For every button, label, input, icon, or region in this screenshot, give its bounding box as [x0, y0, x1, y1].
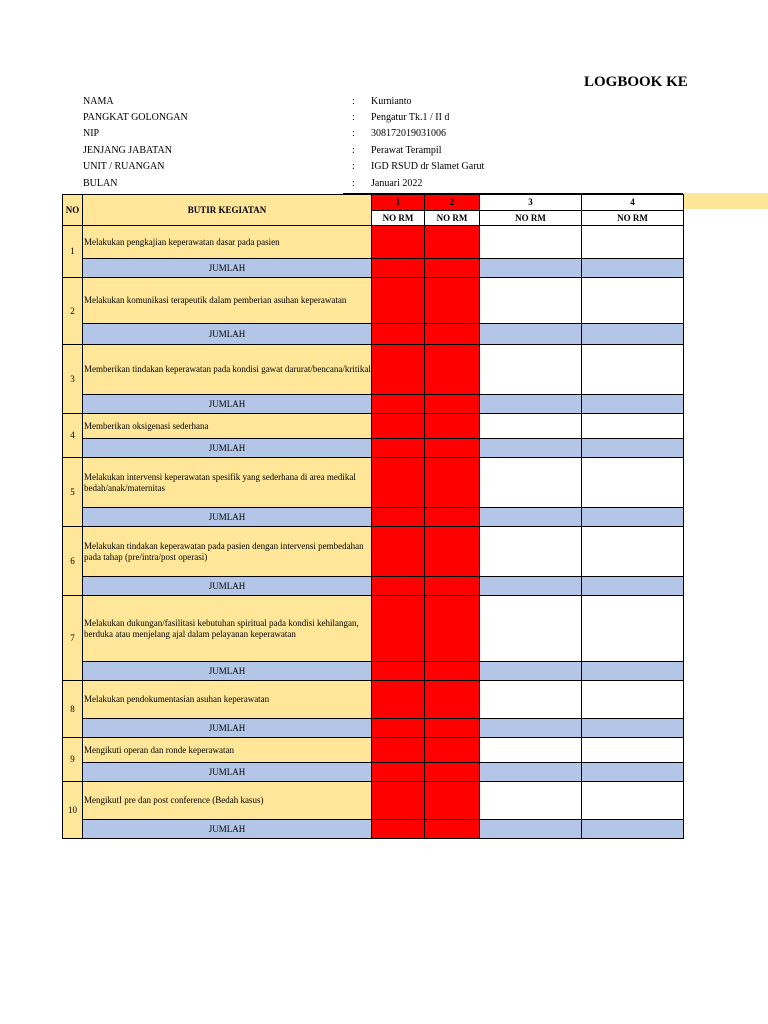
- activity-cell: Melakukan tindakan keperawatan pada pasien dengan intervensi pembedahan pada tahap (pre/intra/post operasi): [83, 527, 372, 577]
- info-value: Perawat Terampil: [371, 145, 442, 156]
- total-row: [63, 719, 684, 738]
- norm-header-2: NO RM: [425, 211, 480, 226]
- day-cell-1[interactable]: [372, 782, 425, 820]
- row-number: 10: [63, 782, 83, 839]
- day-cell-4[interactable]: [582, 782, 684, 820]
- info-value: Januari 2022: [371, 178, 423, 189]
- day-cell-1[interactable]: [372, 278, 425, 324]
- total-cell-2[interactable]: [425, 763, 480, 782]
- total-cell-3[interactable]: [480, 763, 582, 782]
- total-cell-3[interactable]: [480, 439, 582, 458]
- activity-header: BUTIR KEGIATAN: [83, 195, 372, 226]
- day-cell-3[interactable]: [480, 782, 582, 820]
- info-value: IGD RSUD dr Slamet Garut: [371, 161, 485, 172]
- norm-header-1: NO RM: [372, 211, 425, 226]
- total-cell-1[interactable]: [372, 820, 425, 839]
- info-separator: :: [352, 96, 355, 107]
- total-label: JUMLAH: [83, 324, 372, 345]
- total-label: JUMLAH: [83, 662, 372, 681]
- day-cell-3[interactable]: [480, 527, 582, 577]
- activity-cell: Melakukan pengkajian keperawatan dasar pada pasien: [83, 226, 372, 259]
- total-cell-2[interactable]: [425, 820, 480, 839]
- total-cell-1[interactable]: [372, 324, 425, 345]
- row-number: 9: [63, 738, 83, 782]
- no-header: NO: [63, 195, 83, 226]
- info-value: 308172019031006: [371, 128, 446, 139]
- day-cell-4[interactable]: [582, 527, 684, 577]
- row-number: 7: [63, 596, 83, 681]
- table-row: [63, 458, 684, 508]
- info-value: Pengatur Tk.1 / II d: [371, 112, 450, 123]
- total-label: JUMLAH: [83, 577, 372, 596]
- day-cell-4[interactable]: [582, 596, 684, 662]
- total-label: JUMLAH: [83, 820, 372, 839]
- table-row: [63, 738, 684, 763]
- day-cell-4[interactable]: [582, 345, 684, 395]
- row-number: 3: [63, 345, 83, 414]
- total-row: [63, 662, 684, 681]
- day-cell-3[interactable]: [480, 738, 582, 763]
- total-cell-2[interactable]: [425, 719, 480, 738]
- day-cell-2[interactable]: [425, 226, 480, 259]
- table-row: [63, 278, 684, 324]
- total-cell-1[interactable]: [372, 662, 425, 681]
- activity-cell: Melakukan pendokumentasian asuhan keperawatan: [83, 681, 372, 719]
- info-separator: :: [352, 128, 355, 139]
- total-cell-4[interactable]: [582, 662, 684, 681]
- total-cell-1[interactable]: [372, 508, 425, 527]
- day-cell-4[interactable]: [582, 226, 684, 259]
- row-number: 8: [63, 681, 83, 738]
- day-cell-2[interactable]: [425, 681, 480, 719]
- total-cell-3[interactable]: [480, 508, 582, 527]
- total-cell-1[interactable]: [372, 763, 425, 782]
- day-cell-1[interactable]: [372, 596, 425, 662]
- info-value: Kurnianto: [371, 96, 412, 107]
- total-cell-1[interactable]: [372, 577, 425, 596]
- day-cell-4[interactable]: [582, 278, 684, 324]
- day-cell-2[interactable]: [425, 414, 480, 439]
- total-cell-4[interactable]: [582, 577, 684, 596]
- total-label: JUMLAH: [83, 395, 372, 414]
- total-cell-4[interactable]: [582, 439, 684, 458]
- total-label: JUMLAH: [83, 259, 372, 278]
- day-cell-1[interactable]: [372, 226, 425, 259]
- day-cell-1[interactable]: [372, 681, 425, 719]
- total-cell-4[interactable]: [582, 763, 684, 782]
- table-row: [63, 345, 684, 395]
- total-cell-2[interactable]: [425, 439, 480, 458]
- total-row: [63, 324, 684, 345]
- total-cell-4[interactable]: [582, 324, 684, 345]
- header-strip: [683, 193, 768, 209]
- total-cell-4[interactable]: [582, 395, 684, 414]
- total-row: [63, 508, 684, 527]
- total-label: JUMLAH: [83, 763, 372, 782]
- day-cell-2[interactable]: [425, 458, 480, 508]
- total-cell-4[interactable]: [582, 508, 684, 527]
- day-cell-2[interactable]: [425, 738, 480, 763]
- total-cell-3[interactable]: [480, 259, 582, 278]
- day-cell-1[interactable]: [372, 738, 425, 763]
- total-cell-2[interactable]: [425, 508, 480, 527]
- day-cell-4[interactable]: [582, 414, 684, 439]
- total-row: [63, 577, 684, 596]
- activity-cell: Melakukan komunikasi terapeutik dalam pemberian asuhan keperawatan: [83, 278, 372, 324]
- day-cell-2[interactable]: [425, 278, 480, 324]
- total-cell-1[interactable]: [372, 719, 425, 738]
- day-cell-2[interactable]: [425, 527, 480, 577]
- day-cell-3[interactable]: [480, 278, 582, 324]
- day-cell-3[interactable]: [480, 414, 582, 439]
- total-cell-1[interactable]: [372, 259, 425, 278]
- day-cell-3[interactable]: [480, 458, 582, 508]
- norm-header-3: NO RM: [480, 211, 582, 226]
- total-cell-3[interactable]: [480, 719, 582, 738]
- total-row: [63, 763, 684, 782]
- day-cell-4[interactable]: [582, 458, 684, 508]
- info-separator: :: [352, 145, 355, 156]
- total-cell-2[interactable]: [425, 259, 480, 278]
- day-cell-4[interactable]: [582, 681, 684, 719]
- table-row: [63, 782, 684, 820]
- activity-cell: Melakukan intervensi keperawatan spesifik yang sederhana di area medikal bedah/anak/maternitas: [83, 458, 372, 508]
- activity-cell: Melakukan dukungan/fasilitasi kebutuhan spiritual pada kondisi kehilangan, berduka atau menjelang ajal dalam pelayanan keperawatan: [83, 596, 372, 662]
- day-cell-3[interactable]: [480, 596, 582, 662]
- activity-cell: Mengikuti operan dan ronde keperawatan: [83, 738, 372, 763]
- day-cell-3[interactable]: [480, 681, 582, 719]
- table-row: [63, 681, 684, 719]
- total-cell-2[interactable]: [425, 324, 480, 345]
- activity-cell: MengikutI pre dan post conference (Bedah kasus): [83, 782, 372, 820]
- total-cell-3[interactable]: [480, 577, 582, 596]
- total-cell-2[interactable]: [425, 395, 480, 414]
- row-number: 2: [63, 278, 83, 345]
- info-label: NAMA: [83, 96, 114, 107]
- total-cell-3[interactable]: [480, 324, 582, 345]
- logbook-table: [62, 194, 684, 839]
- info-separator: :: [352, 112, 355, 123]
- total-row: [63, 259, 684, 278]
- norm-header-4: NO RM: [582, 211, 684, 226]
- total-cell-4[interactable]: [582, 259, 684, 278]
- day-cell-1[interactable]: [372, 527, 425, 577]
- total-cell-3[interactable]: [480, 820, 582, 839]
- day-header-3: 3: [480, 195, 582, 211]
- row-number: 6: [63, 527, 83, 596]
- total-cell-2[interactable]: [425, 662, 480, 681]
- total-cell-1[interactable]: [372, 395, 425, 414]
- total-cell-3[interactable]: [480, 662, 582, 681]
- info-label: NIP: [83, 128, 100, 139]
- total-cell-4[interactable]: [582, 820, 684, 839]
- total-label: JUMLAH: [83, 439, 372, 458]
- info-label: JENJANG JABATAN: [83, 145, 172, 156]
- total-label: JUMLAH: [83, 719, 372, 738]
- day-cell-2[interactable]: [425, 782, 480, 820]
- day-header-2: 2: [425, 195, 480, 211]
- total-row: [63, 395, 684, 414]
- day-cell-4[interactable]: [582, 738, 684, 763]
- total-cell-4[interactable]: [582, 719, 684, 738]
- info-separator: :: [352, 161, 355, 172]
- row-number: 4: [63, 414, 83, 458]
- day-cell-2[interactable]: [425, 596, 480, 662]
- day-cell-1[interactable]: [372, 414, 425, 439]
- total-row: [63, 820, 684, 839]
- total-cell-2[interactable]: [425, 577, 480, 596]
- day-header-1: 1: [372, 195, 425, 211]
- info-label: PANGKAT GOLONGAN: [83, 112, 188, 123]
- day-cell-3[interactable]: [480, 345, 582, 395]
- total-cell-3[interactable]: [480, 395, 582, 414]
- table-row: [63, 527, 684, 577]
- total-label: JUMLAH: [83, 508, 372, 527]
- table-row: [63, 226, 684, 259]
- info-label: UNIT / RUANGAN: [83, 161, 165, 172]
- day-cell-3[interactable]: [480, 226, 582, 259]
- activity-cell: Memberikan oksigenasi sederhana: [83, 414, 372, 439]
- day-cell-1[interactable]: [372, 458, 425, 508]
- logbook-title: LOGBOOK KE: [584, 74, 688, 90]
- table-row: [63, 596, 684, 662]
- info-label: BULAN: [83, 178, 118, 189]
- day-cell-1[interactable]: [372, 345, 425, 395]
- row-number: 1: [63, 226, 83, 278]
- day-header-4: 4: [582, 195, 684, 211]
- row-number: 5: [63, 458, 83, 527]
- activity-cell: Memberikan tindakan keperawatan pada kondisi gawat darurat/bencana/kritikal: [83, 345, 372, 395]
- table-row: [63, 414, 684, 439]
- total-row: [63, 439, 684, 458]
- info-separator: :: [352, 178, 355, 189]
- total-cell-1[interactable]: [372, 439, 425, 458]
- day-cell-2[interactable]: [425, 345, 480, 395]
